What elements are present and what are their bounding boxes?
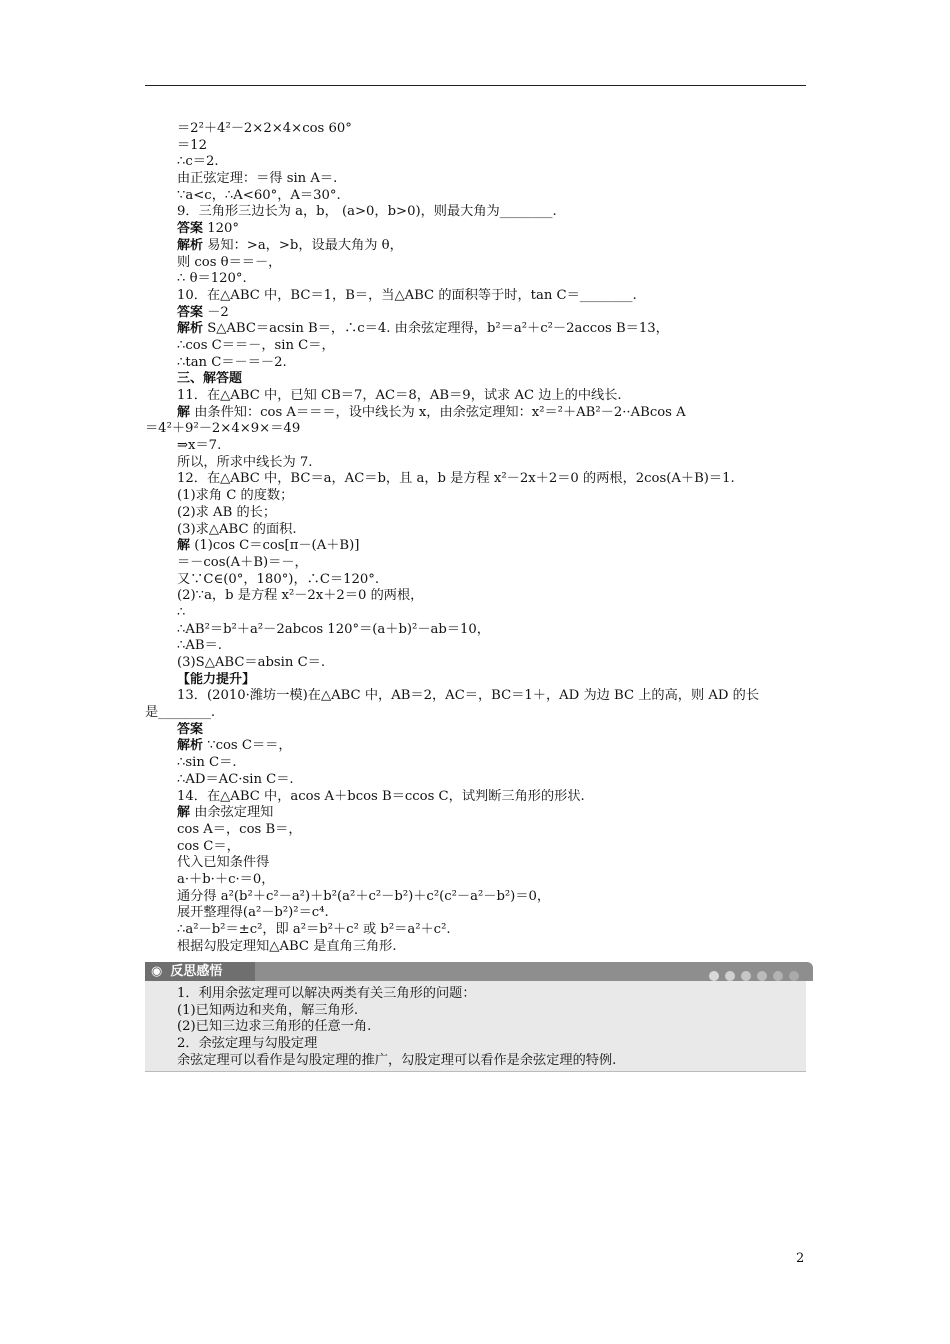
section-heading <box>145 371 806 388</box>
answer-label: 解 <box>177 404 191 420</box>
text-line <box>145 238 806 255</box>
line-text: ∴ <box>177 604 186 620</box>
dot-icon <box>773 971 783 981</box>
text-line <box>145 922 806 939</box>
line-text: 9．三角形三边长为 a，b， (a>0，b>0)，则最大角为________. <box>177 204 557 220</box>
section-title: 三、解答题 <box>177 371 243 387</box>
line-text: (3)求△ABC 的面积. <box>177 521 297 537</box>
line-text: 由正弦定理：＝得 sin A＝. <box>177 171 338 187</box>
line-text: (2)求 AB 的长； <box>177 504 277 520</box>
text-line <box>145 338 806 355</box>
text-line <box>145 171 806 188</box>
answer-label: 解析 <box>177 738 204 754</box>
line-text: 通分得 a²(b²＋c²－a²)＋b²(a²＋c²－b²)＋c²(c²－a²－b²)＝0， <box>177 888 551 904</box>
line-text: 2．余弦定理与勾股定理 <box>177 1036 318 1052</box>
dot-icon <box>741 971 751 981</box>
text-line <box>145 722 806 739</box>
text-line <box>145 204 806 221</box>
line-text: a·＋b·＋c·＝0， <box>177 871 275 887</box>
line-text: ⇒x＝7. <box>177 438 222 454</box>
answer-label: 解析 <box>177 237 204 253</box>
line-text: (1)求角 C 的度数； <box>177 488 294 504</box>
text-line <box>145 421 806 438</box>
text-line <box>145 805 806 822</box>
line-text: ∴AD＝AC·sin C＝. <box>177 771 294 787</box>
line-text: 代入已知条件得 <box>177 855 270 871</box>
line-text: ∴sin C＝. <box>177 755 237 771</box>
answer-label: 解 <box>177 538 191 554</box>
reflection-box <box>145 962 813 1074</box>
section-title: 【能力提升】 <box>177 671 256 687</box>
text-line <box>145 939 806 956</box>
text-line <box>145 438 806 455</box>
text-line <box>145 471 806 488</box>
text-line <box>145 221 806 238</box>
line-text: ∴cos C＝＝－，sin C＝， <box>177 337 335 353</box>
reflection-header <box>145 962 813 981</box>
line-text: 11．在△ABC 中，已知 CB＝7，AC＝8，AB＝9，试求 AC 边上的中线长. <box>177 388 622 403</box>
text-line <box>145 305 806 322</box>
reflection-title-text: 反思感悟 <box>170 964 223 979</box>
line-text: 余弦定理可以看作是勾股定理的推广，勾股定理可以看作是余弦定理的特例. <box>177 1052 617 1068</box>
text-line <box>145 255 806 272</box>
text-line <box>145 538 806 555</box>
line-text: S△ABC＝acsin B＝，∴c＝4. 由余弦定理得，b²＝a²＋c²－2accos B＝13， <box>203 321 669 337</box>
text-line <box>145 288 806 305</box>
line-text: (2)已知三边求三角形的任意一角. <box>177 1019 372 1035</box>
text-line <box>145 1003 806 1020</box>
dot-icon <box>709 971 719 981</box>
line-text: 10．在△ABC 中，BC＝1，B＝，当△ABC 的面积等于时，tan C＝________. <box>177 287 637 303</box>
line-text: ∴AB²＝b²＋a²－2abcos 120°＝(a＋b)²－ab＝10， <box>177 621 490 637</box>
text-line <box>145 755 806 772</box>
text-line <box>145 705 806 722</box>
text-line <box>145 488 806 505</box>
answer-label: 答案 <box>177 304 204 320</box>
line-text: ∵cos C＝＝， <box>203 738 292 754</box>
text-line <box>145 638 806 655</box>
text-line <box>145 321 806 338</box>
line-text: ∴tan C＝－＝－2. <box>177 354 287 370</box>
text-line <box>145 855 806 872</box>
dot-icon <box>725 971 735 981</box>
document-body <box>145 121 806 955</box>
line-text: 1．利用余弦定理可以解决两类有关三角形的问题： <box>177 986 476 1001</box>
text-line <box>145 505 806 522</box>
line-text: (3)S△ABC＝absin C＝. <box>177 655 326 670</box>
line-text: ＝2²＋4²－2×2×4×cos 60° <box>177 121 352 136</box>
text-line <box>145 622 806 639</box>
answer-label: 答案 <box>177 721 204 737</box>
line-text: ＝4²＋9²－2×4×9×＝49 <box>145 421 301 437</box>
line-text: 12．在△ABC 中，BC＝a，AC＝b，且 a，b 是方程 x²－2x＋2＝0 的两根，2cos(A＋B)＝1. <box>177 471 735 487</box>
text-line <box>145 455 806 472</box>
text-line <box>145 872 806 889</box>
line-text: 由余弦定理知 <box>190 805 274 821</box>
dot-icon <box>757 971 767 981</box>
text-line <box>145 1036 806 1053</box>
header-rule <box>145 85 806 86</box>
line-text: ∴c＝2. <box>177 154 219 170</box>
line-text: 又∵C∈(0°，180°)，∴C＝120°. <box>177 571 380 587</box>
text-line <box>145 154 806 171</box>
line-text: 14．在△ABC 中，acos A＋bcos B＝ccos C，试判断三角形的形状. <box>177 788 585 804</box>
line-text: 由条件知：cos A＝＝＝，设中线长为 x，由余弦定理知：x²＝²＋AB²－2··ABcos A <box>190 404 686 420</box>
line-text: ＝－cos(A＋B)＝－， <box>177 554 308 570</box>
line-text: 120° <box>203 221 239 237</box>
line-text: (2)∵a，b 是方程 x²－2x＋2＝0 的两根， <box>177 588 424 604</box>
text-line <box>145 655 806 672</box>
line-text: ∴ θ＝120°. <box>177 271 247 287</box>
line-text: －2 <box>203 304 229 320</box>
answer-label: 解 <box>177 805 191 821</box>
text-line <box>145 1053 806 1070</box>
text-line <box>145 405 806 422</box>
text-line <box>145 688 806 705</box>
text-line <box>145 572 806 589</box>
line-text: cos C＝， <box>177 838 240 854</box>
line-text: (1)cos C＝cos[π－(A＋B)] <box>190 538 360 554</box>
line-text: 易知：>a，>b，设最大角为 θ， <box>203 237 403 253</box>
line-text: ∴a²－b²＝±c²，即 a²＝b²＋c² 或 b²＝a²＋c². <box>177 922 451 937</box>
answer-label: 答案 <box>177 221 204 237</box>
line-text: 根据勾股定理知△ABC 是直角三角形. <box>177 938 397 954</box>
text-line <box>145 188 806 205</box>
line-text: ∵a<c，∴A<60°，A＝30°. <box>177 187 341 203</box>
text-line <box>145 121 806 138</box>
text-line <box>145 986 806 1003</box>
dot-icon <box>789 971 799 981</box>
line-text: 所以，所求中线长为 7. <box>177 454 313 470</box>
text-line <box>145 738 806 755</box>
line-text: 13．(2010·潍坊一模)在△ABC 中，AB＝2，AC＝，BC＝1＋，AD 为边 BC 上的高，则 AD 的长 <box>177 688 760 704</box>
text-line <box>145 355 806 372</box>
line-text: ∴AB＝. <box>177 638 222 654</box>
text-line <box>145 522 806 539</box>
text-line <box>145 588 806 605</box>
text-line <box>145 905 806 922</box>
text-line <box>145 388 806 405</box>
text-line <box>145 138 806 155</box>
text-line <box>145 889 806 906</box>
decorative-dots <box>703 966 799 977</box>
line-text: 则 cos θ＝＝－， <box>177 254 282 270</box>
bullet-icon: ◉ <box>151 964 163 979</box>
line-text: 是________. <box>145 705 216 721</box>
text-line <box>145 772 806 789</box>
line-text: 展开整理得(a²－b²)²＝c⁴. <box>177 905 329 921</box>
line-text: ＝12 <box>177 137 207 153</box>
text-line <box>145 839 806 856</box>
reflection-body <box>145 981 806 1072</box>
text-line <box>145 822 806 839</box>
text-line <box>145 789 806 806</box>
text-line <box>145 271 806 288</box>
section-heading <box>145 672 806 689</box>
reflection-title <box>145 962 255 981</box>
line-text: (1)已知两边和夹角，解三角形. <box>177 1002 359 1018</box>
text-line <box>145 555 806 572</box>
page-number: 2 <box>796 1251 805 1266</box>
text-line <box>145 605 806 622</box>
answer-label: 解析 <box>177 321 204 337</box>
text-line <box>145 1019 806 1036</box>
line-text: cos A＝，cos B＝， <box>177 821 302 837</box>
